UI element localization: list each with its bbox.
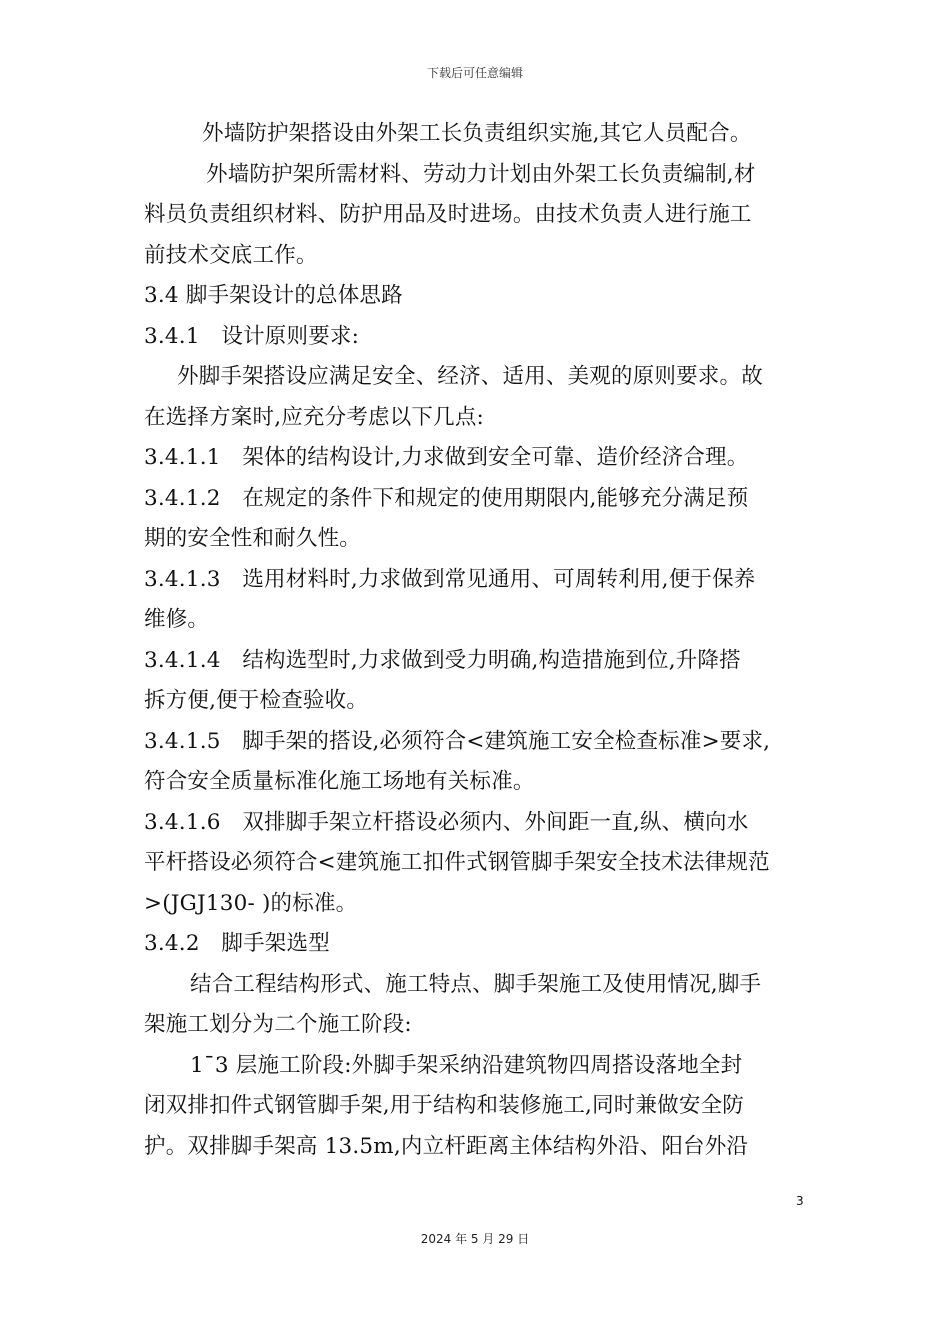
paragraph-line: 在选择方案时,应充分考虑以下几点: <box>144 404 484 430</box>
paragraph-line: 前技术交底工作。 <box>144 242 318 268</box>
paragraph-line: 料员负责组织材料、防护用品及时进场。由技术负责人进行施工 <box>144 202 752 227</box>
paragraph-line: 护。双排脚手架高 13.5m,内立杆距离主体结构外沿、阳台外沿 <box>144 1133 749 1159</box>
list-item: 3.4.1.1 架体的结构设计,力求做到安全可靠、造价经济合理。 <box>144 445 749 470</box>
subsection-heading: 3.4.1 设计原则要求: <box>144 323 360 349</box>
page-header: 下载后可任意编辑 <box>426 66 523 80</box>
paragraph-line: 结合工程结构形式、施工特点、脚手架施工及使用情况,脚手 <box>190 971 762 997</box>
list-item-continuation: 符合安全质量标准化施工场地有关标准。 <box>144 769 535 794</box>
list-item: 3.4.1.3 选用材料时,力求做到常见通用、可周转利用,便于保养 <box>144 566 756 592</box>
paragraph-line: 外墙防护架所需材料、劳动力计划由外架工长负责编制,材 <box>206 161 756 187</box>
list-item-continuation: 维修。 <box>144 607 210 632</box>
paragraph-line: 架施工划分为二个施工阶段: <box>144 1012 412 1037</box>
section-heading: 3.4 脚手架设计的总体思路 <box>144 283 403 308</box>
document-body <box>144 114 814 1167</box>
subsection-heading: 3.4.2 脚手架选型 <box>144 931 330 956</box>
paragraph-line: 外墙防护架搭设由外架工长负责组织实施,其它人员配合。 <box>202 121 752 146</box>
paragraph-line: 闭双排扣件式钢管脚手架,用于结构和装修施工,同时兼做安全防 <box>144 1093 744 1118</box>
list-item: 3.4.1.2 在规定的条件下和规定的使用期限内,能够充分满足预 <box>144 485 749 511</box>
list-item-continuation: 拆方便,便于检查验收。 <box>144 688 369 713</box>
paragraph-line: 外脚手架搭设应满足安全、经济、适用、美观的原则要求。故 <box>177 364 763 389</box>
list-item-continuation: 期的安全性和耐久性。 <box>144 526 362 551</box>
paragraph-line: 1¯3 层施工阶段:外脚手架采纳沿建筑物四周搭设落地全封 <box>190 1052 743 1078</box>
footer-date: 2024 年 5 月 29 日 <box>420 1232 530 1246</box>
list-item-continuation: 平杆搭设必须符合<建筑施工扣件式钢管脚手架安全技术法律规范 <box>144 850 770 875</box>
page-number: 3 <box>796 1194 804 1208</box>
list-item-continuation: >(JGJ130- )的标准。 <box>144 890 358 916</box>
list-item: 3.4.1.4 结构选型时,力求做到受力明确,构造措施到位,升降搭 <box>144 647 741 673</box>
list-item: 3.4.1.5 脚手架的搭设,必须符合<建筑施工安全检查标准>要求, <box>144 728 771 754</box>
list-item: 3.4.1.6 双排脚手架立杆搭设必须内、外间距一直,纵、横向水 <box>144 809 749 835</box>
